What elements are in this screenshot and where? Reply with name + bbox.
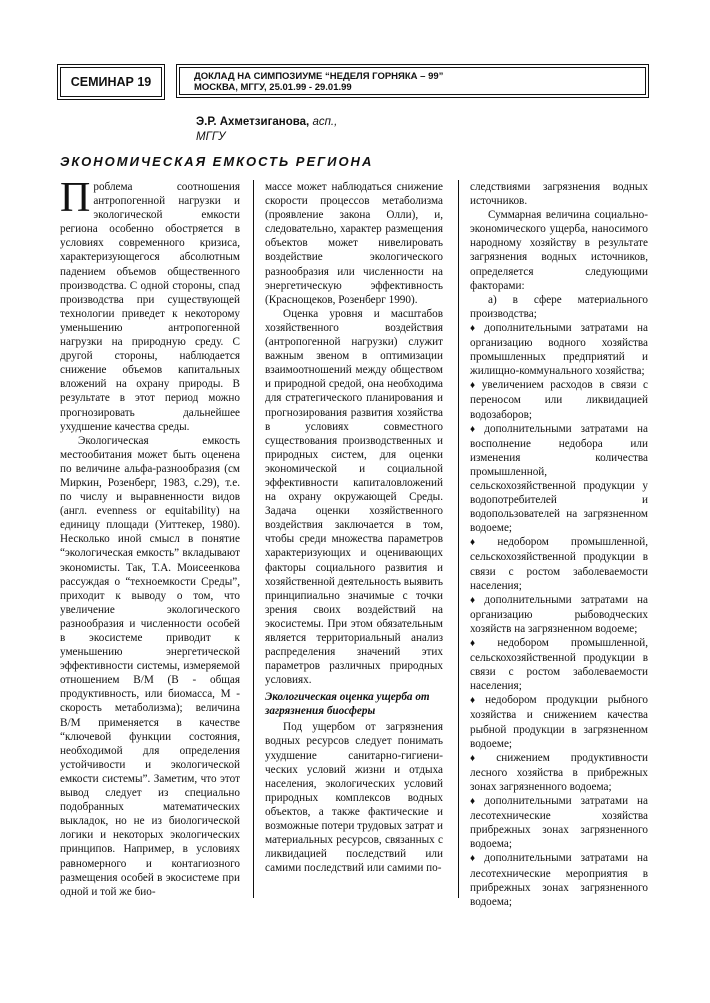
diamond-bullet-icon: ♦ — [470, 537, 495, 549]
diamond-bullet-icon: ♦ — [470, 380, 479, 392]
paragraph: следствиями загрязнения водных источников. — [470, 181, 648, 208]
list-item-text: недобором промышленной, сельскохозяйственной продукции в связи с ростом заболеваемости населения; — [470, 536, 648, 592]
author-block — [196, 115, 337, 145]
diamond-bullet-icon: ♦ — [470, 594, 482, 606]
report-line-2: МОСКВА, МГГУ, 25.01.99 - 29.01.99 — [194, 82, 352, 93]
list-item-text: дополнительными затратами на лесотехнические хозяйства прибрежных зонах загрязненного водоема; — [470, 795, 648, 851]
list-item — [470, 321, 648, 378]
seminar-label — [60, 67, 162, 97]
list-item — [470, 794, 648, 851]
list-item — [470, 693, 648, 750]
list-item-text: увеличением расходов в связи с переносом или ликвидацией водозаборов; — [470, 379, 648, 421]
diamond-bullet-icon: ♦ — [470, 752, 494, 764]
diamond-bullet-icon: ♦ — [470, 638, 495, 649]
list-item — [470, 751, 648, 794]
list-item-text: дополнительными затратами на организацию водного хозяйства промышленных предприятий и жилищно-коммунального хозяйства; — [470, 321, 648, 378]
list-item — [470, 636, 648, 693]
paragraph: Экологическая емкость местообитания может быть оценена по величине альфа-разнообразия (см Миркин, Розенберг, 1983, с.29), т.е. по числу и выравненности видов (англ. evenness or equitability) на единицу площади (Уиттекер, 1980). Несколько иной смысл в понятие “экологическая емкость” вкладывают экономисты. Так, Т.А. Моисеенкова рассуждая о “техноемкости Среды”, приходит к выводу о том, что увеличение экологического разнообразия и численности особей в экосистеме приводит к уменьшению энергетической эффективности системы, измеряемой отношением B/M (B - общая продуктивность, или биомасса, M - скорость метаболизма); величина B/M применяется в качестве “ключевой функции состояния, необходимой для определения устойчивости и экологической емкости системы”. Заметим, что этот вывод следует из специально подобранных математических выкладок, но не из биологической логики и некоторых экологических принципов. Например, в условиях равномерного и контагиозного размещения особей в экосистеме при одной и той же био- — [60, 434, 240, 898]
column-2 — [265, 180, 443, 875]
seminar-text: СЕМИНАР 19 — [70, 75, 152, 89]
list-item — [470, 422, 648, 536]
paragraph: Оценка уровня и масштабов хозяйственного воздействия (антропогенной нагрузки) служит важным звеном в оптимизации взаимоотношений между обществом и природной средой, она необходима для стратегического планирования и прогнозирования развития хозяйства в условиях совместного существования производственных и природных систем, для оценки экономической и социальной эффективности капиталовложений на охрану окружающей Среды. Задача оценки хозяйственного воздействия заключается в том, чтобы среди множества параметров характеризующих и оценивающих факторы социального развития и хозяйственной деятельность выявить принципиально значимые с точки зрения своих воздействий на экосистемы. При этом обязательным является территориальный анализ распределения значений этих параметров различных природных условиях. — [265, 307, 443, 687]
report-header — [179, 67, 646, 95]
author-affiliation: МГГУ — [196, 131, 226, 143]
list-item-text: недобором промышленной, сельскохозяйственной продукции в связи с ростом заболеваемости населения; — [470, 637, 648, 693]
list-item — [470, 593, 648, 636]
list-item — [470, 851, 648, 908]
diamond-bullet-icon: ♦ — [470, 322, 482, 334]
section-heading: Экологическая оценка ущерба от загрязнения биосферы — [265, 691, 430, 718]
article-title: ЭКОНОМИЧЕСКАЯ ЕМКОСТЬ РЕГИОНА — [60, 154, 374, 169]
list-item-text: дополнительными затратами на восполнение недобора или изменения количества промышленной, сельскохозяйственной продукции у водопотребителей и водопользователей на загрязненном водоеме; — [470, 422, 648, 535]
author-degree: асп., — [309, 116, 338, 128]
report-line-1: ДОКЛАД НА СИМПОЗИУМЕ “НЕДЕЛЯ ГОРНЯКА – 99” — [194, 71, 444, 82]
paragraph-text: роблема соотношения антропогенной нагрузки и экологической емкости региона особенно обостряется в условиях современного кризиса, характеризующегося абсолютным падением объемов общественного производства. С одной стороны, спад производства при существующей технологии приведет к некоторому уменьшению антропогенной нагрузки на природную среду. С другой стороны, наблюдается снижение объемов капитальных вложений на охрану природы. В результате в этот период можно прогнозировать дальнейшее ухудшение качества среды. — [60, 181, 240, 433]
drop-cap: П — [60, 175, 91, 221]
author-name: Э.Р. Ахметзиганова, — [196, 116, 310, 128]
diamond-bullet-icon: ♦ — [470, 695, 483, 707]
paragraph: массе может наблюдаться снижение скорости процессов метаболизма (проявление закона Олли), и, следовательно, характер размещения объектов может нивелировать воздействие экологического разнообразия или численности на энергетическую эффективность (Краснощеков, Розенберг 1990). — [265, 181, 443, 306]
column-divider — [253, 180, 254, 898]
column-divider — [458, 180, 459, 898]
list-item-text: снижением продуктивности лесного хозяйства в прибрежных зонах загрязненного водоема; — [470, 751, 649, 793]
column-1 — [60, 175, 240, 899]
list-item — [470, 535, 648, 592]
column-3 — [470, 180, 648, 909]
paragraph — [60, 175, 240, 434]
list-item-text: недобором продукции рыбного хозяйства и снижением качества рыбной продукции в загрязненном водоеме; — [470, 694, 648, 750]
diamond-bullet-icon: ♦ — [470, 423, 482, 435]
diamond-bullet-icon: ♦ — [470, 796, 482, 808]
list-item-text: дополнительными затратами на лесотехнические мероприятия в прибрежных зонах загрязненного водоема; — [470, 852, 648, 908]
paragraph: а) в сфере материального производства; — [470, 293, 648, 320]
list-item — [470, 378, 648, 421]
paragraph: Под ущербом от загрязнения водных ресурсов следует понимать ухудшение санитарно-гигиени-ческих условий жизни и отдыха населения, экологических условий природных комплексов водных объектов, а также фактические и возможные потери трудовых затрат и материальных ресурсов, связанных с ликвидацией последствий или самими последствий или самими по- — [265, 721, 444, 875]
diamond-bullet-icon: ♦ — [470, 853, 482, 865]
list-item-text: дополнительными затратами на организацию рыбоводческих хозяйств на загрязненном водоеме; — [470, 593, 648, 635]
paragraph: Суммарная величина социально-экономического ущерба, наносимого народному хозяйству в результате загрязнения водных источников, определяется следующими факторами: — [470, 209, 648, 292]
